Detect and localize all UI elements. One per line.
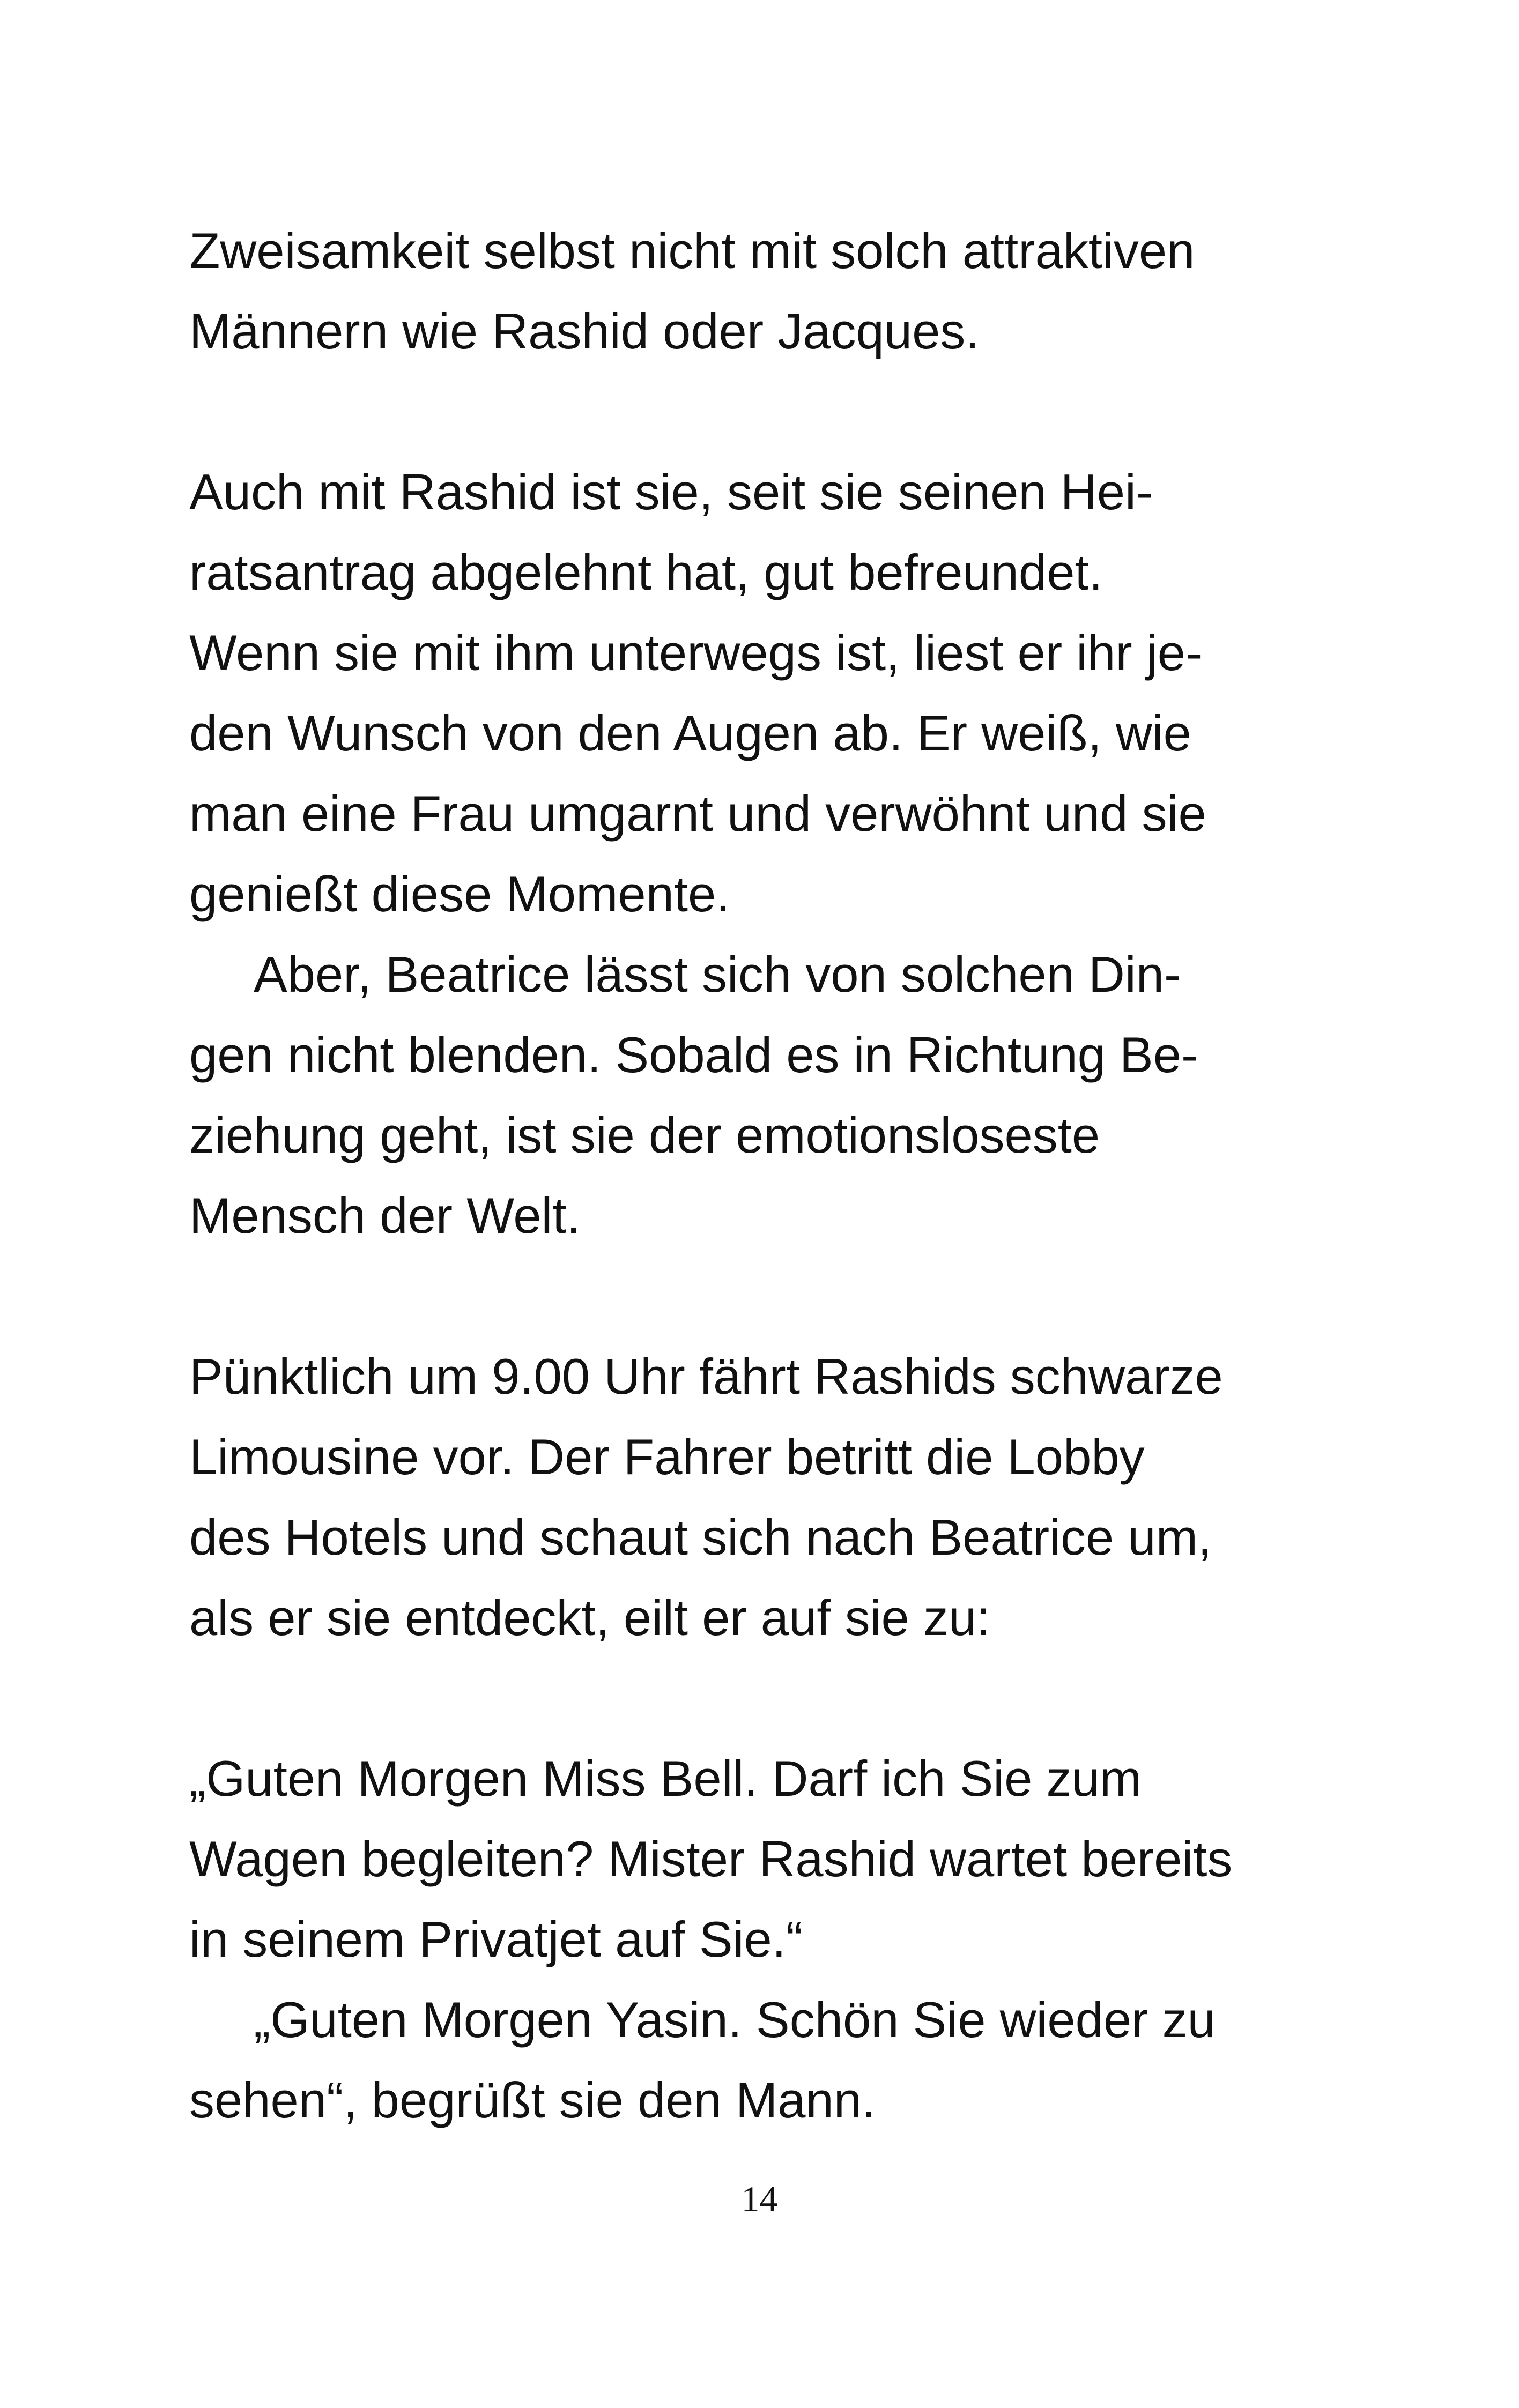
paragraph-break: [189, 371, 1358, 452]
paragraph: [189, 1738, 1358, 1980]
text-line: man eine Frau umgarnt und verwöhnt und sie: [189, 785, 1206, 842]
text-line: des Hotels und schaut sich nach Beatrice um,: [189, 1509, 1212, 1565]
text-line: Aber, Beatrice lässt sich von solchen Din-: [254, 946, 1181, 1002]
text-line: Wagen begleiten? Mister Rashid wartet bereits: [189, 1831, 1233, 1887]
body-text: [189, 211, 1358, 2141]
paragraph: [189, 211, 1358, 371]
text-line: ziehung geht, ist sie der emotionsloseste: [189, 1107, 1100, 1163]
text-line: Auch mit Rashid ist sie, seit sie seinen Hei-: [189, 464, 1153, 520]
text-line: Wenn sie mit ihm unterwegs ist, liest er ihr je-: [189, 625, 1203, 681]
text-line: Männern wie Rashid oder Jacques.: [189, 303, 980, 359]
paragraph: [189, 934, 1358, 1256]
page-number: 14: [741, 2179, 778, 2219]
text-line: Mensch der Welt.: [189, 1187, 581, 1244]
text-line: Zweisamkeit selbst nicht mit solch attraktiven: [189, 222, 1195, 279]
text-line: den Wunsch von den Augen ab. Er weiß, wie: [189, 705, 1191, 761]
text-line: „Guten Morgen Yasin. Schön Sie wieder zu: [254, 1991, 1216, 2048]
paragraph: [189, 452, 1358, 934]
text-line: in seinem Privatjet auf Sie.“: [189, 1911, 803, 1967]
text-line: ratsantrag abgelehnt hat, gut befreundet.: [189, 544, 1103, 600]
text-line: als er sie entdeckt, eilt er auf sie zu:: [189, 1589, 991, 1646]
paragraph: [189, 1980, 1358, 2141]
text-line: Pünktlich um 9.00 Uhr fährt Rashids schwarze: [189, 1348, 1223, 1404]
text-line: genießt diese Momente.: [189, 866, 730, 922]
paragraph-break: [189, 1658, 1358, 1738]
text-line: „Guten Morgen Miss Bell. Darf ich Sie zum: [189, 1750, 1142, 1807]
text-line: Limousine vor. Der Fahrer betritt die Lobby: [189, 1429, 1145, 1485]
paragraph-break: [189, 1256, 1358, 1336]
text-line: gen nicht blenden. Sobald es in Richtung Be-: [189, 1027, 1198, 1083]
text-line: sehen“, begrüßt sie den Mann.: [189, 2072, 876, 2128]
paragraph: [189, 1336, 1358, 1658]
